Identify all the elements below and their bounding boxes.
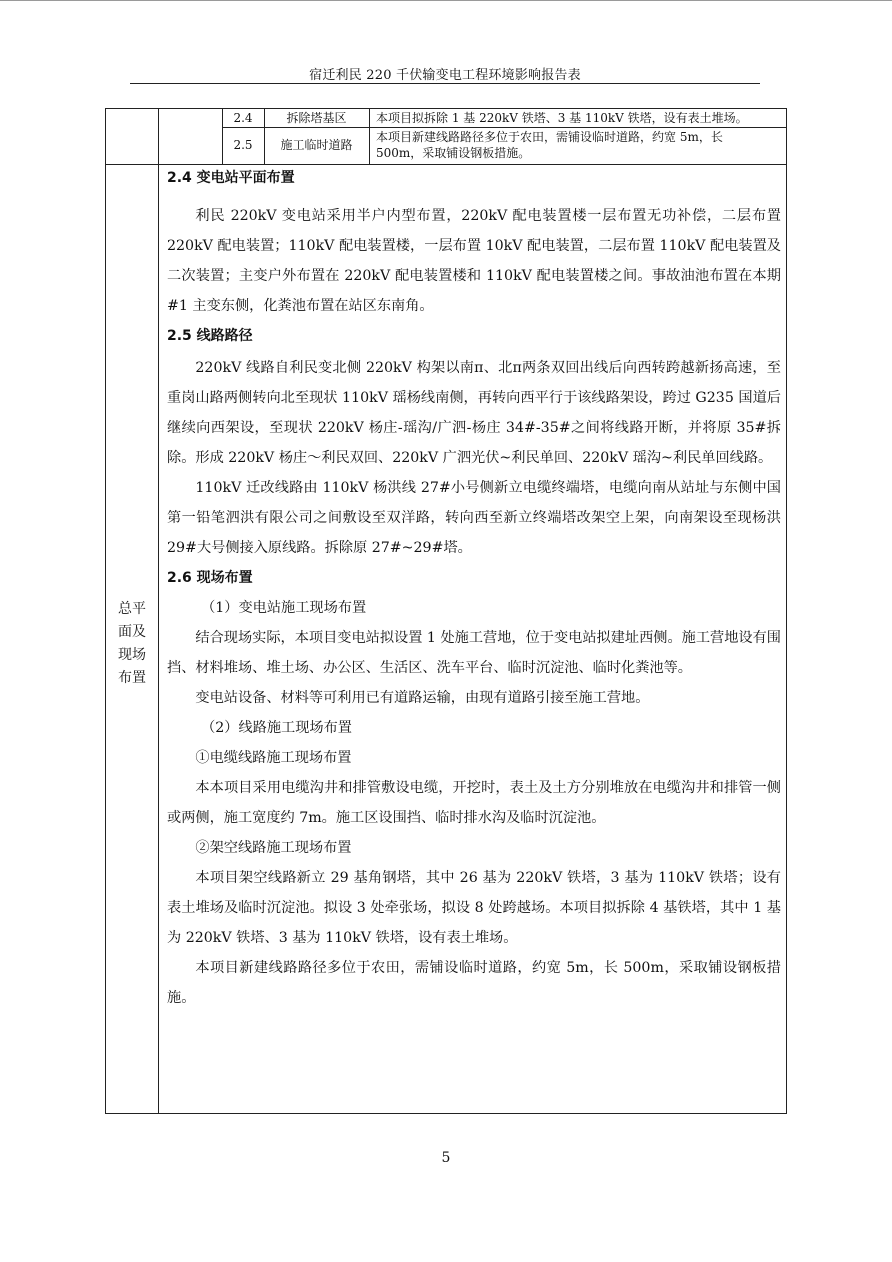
side-label-line-1: 总平 — [118, 601, 146, 617]
side-label-line-4: 布置 — [118, 670, 146, 686]
page-top-border — [0, 0, 892, 1]
overhead-line-subheading: ②架空线路施工现场布置 — [195, 840, 352, 856]
row-2-5-name: 施工临时道路 — [280, 138, 353, 152]
side-label-line-3: 现场 — [118, 647, 146, 663]
substation-site-subheading: （1）变电站施工现场布置 — [201, 600, 367, 616]
header-rule — [130, 83, 760, 84]
line-site-subheading: （2）线路施工现场布置 — [201, 720, 352, 736]
row-2-5-description-line-2: 500m，采取铺设钢板措施。 — [376, 146, 531, 160]
section-2-6-paragraph-5: 本项目新建线路路径多位于农田，需铺设临时道路，约宽 5m，长 500m，采取铺设钢板措施。 — [167, 960, 781, 1006]
section-2-6-heading: 2.6 现场布置 — [167, 570, 253, 586]
sub-table-divider-3 — [369, 108, 370, 164]
section-2-5-paragraph-1: 220kV 线路自利民变北侧 220kV 构架以南π、北π两条双回出线后向西转跨越新扬高速，至重岗山路两侧转向北至现状 110kV 瑶杨线南侧，再转向西平行于该线路架设，跨过 G235 国道后继续向西架设，至现状 220kV 杨庄-瑶沟/广泗-杨庄 34#-35#之间将线路开断，并将原 35#拆除。形成 220kV 杨庄～利民双回、220kV 广泗光伏~利民单回、220kV 瑶沟~利民单回线路。 — [167, 360, 781, 466]
row-2-5-description-line-1: 本项目新建线路路径多位于农田，需铺设临时道路，约宽 5m，长 — [376, 130, 723, 144]
section-2-5-paragraph-2: 110kV 迁改线路由 110kV 杨洪线 27#小号侧新立电缆终端塔，电缆向南从站址与东侧中国第一铅笔泗洪有限公司之间敷设至双洋路，转向西至新立终端塔改架空上架，向南架设至现杨洪 29#大号侧接入原线路。拆除原 27#~29#塔。 — [167, 480, 781, 556]
row-2-4-description: 本项目拟拆除 1 基 220kV 铁塔、3 基 110kV 铁塔，设有表土堆场。 — [376, 111, 748, 125]
row-2-5-number: 2.5 — [233, 138, 253, 152]
row-2-4-name: 拆除塔基区 — [286, 111, 347, 125]
label-column-divider — [158, 108, 159, 1114]
cable-line-subheading: ①电缆线路施工现场布置 — [195, 750, 352, 766]
section-2-6-paragraph-2: 变电站设备、材料等可利用已有道路运输，由现有道路引接至施工营地。 — [195, 690, 650, 706]
side-label-line-2: 面及 — [118, 624, 146, 640]
document-header-title: 宿迁利民 220 千伏输变电工程环境影响报告表 — [309, 68, 581, 83]
section-2-5-heading: 2.5 线路路径 — [167, 328, 253, 344]
sub-table-row-divider — [222, 127, 787, 128]
row-2-4-number: 2.4 — [233, 111, 253, 125]
section-2-6-paragraph-3: 本本项目采用电缆沟井和排管敷设电缆，开挖时，表土及土方分别堆放在电缆沟井和排管一侧或两侧，施工宽度约 7m。施工区设围挡、临时排水沟及临时沉淀池。 — [167, 780, 781, 826]
page-number: 5 — [441, 1150, 451, 1166]
section-2-6-paragraph-4: 本项目架空线路新立 29 基角钢塔，其中 26 基为 220kV 铁塔，3 基为 110kV 铁塔；设有表土堆场及临时沉淀池。拟设 3 处牵张场，拟设 8 处跨越场。本项目拟拆除 4 基铁塔，其中 1 基为 220kV 铁塔、3 基为 110kV 铁塔，设有表土堆场。 — [167, 870, 781, 946]
section-2-6-paragraph-1: 结合现场实际，本项目变电站拟设置 1 处施工营地，位于变电站拟建址西侧。施工营地设有围挡、材料堆场、堆土场、办公区、生活区、洗车平台、临时沉淀池、临时化粪池等。 — [167, 630, 781, 676]
section-2-4-heading: 2.4 变电站平面布置 — [167, 170, 295, 186]
section-2-4-paragraph: 利民 220kV 变电站采用半户内型布置，220kV 配电装置楼一层布置无功补偿，二层布置 220kV 配电装置；110kV 配电装置楼，一层布置 10kV 配电装置，二层布置 110kV 配电装置及二次装置；主变户外布置在 220kV 配电装置楼和 110kV 配电装置楼之间。事故油池布置在本期#1 主变东侧，化粪池布置在站区东南角。 — [167, 208, 781, 314]
main-content — [167, 163, 781, 1013]
section-side-label — [106, 598, 158, 690]
